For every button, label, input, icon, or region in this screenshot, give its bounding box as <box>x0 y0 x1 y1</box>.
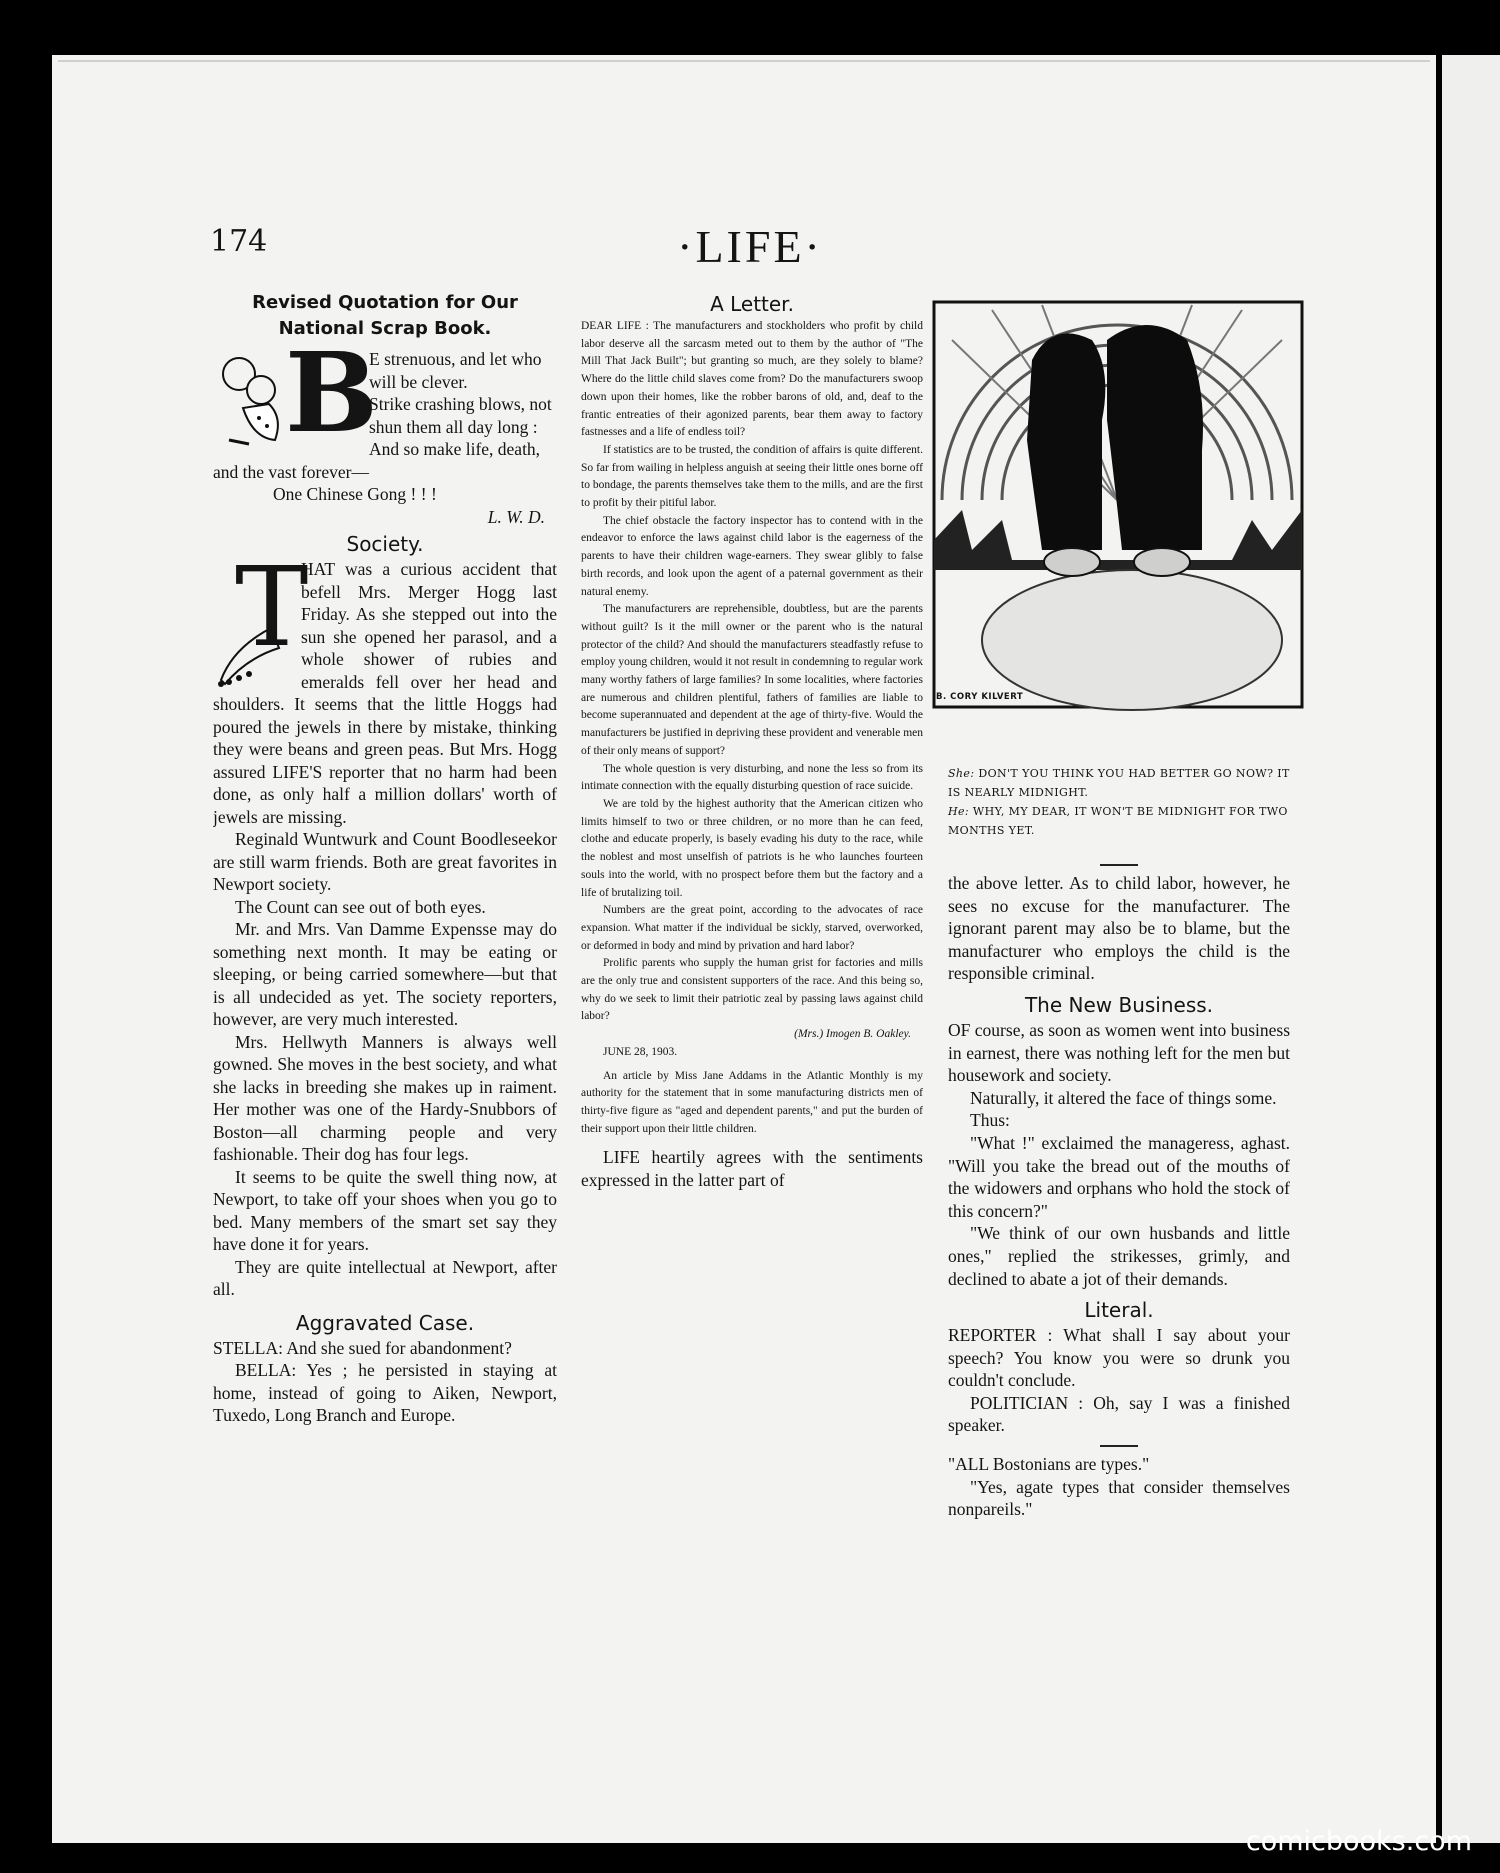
quotation-heading: Revised Quotation for Our National Scrap Book. <box>252 292 518 339</box>
letter-paragraph-8: Prolific parents who supply the human grist for factories and mills are the only true and consistent supporters of the race. And this being so, why do we seek to limit their patriotic zeal by passing laws against child labor? <box>581 957 923 1023</box>
business-paragraph-5: "We think of our own husbands and little ones," replied the strikesses, grimly, and declined to abate a jot of their demands. <box>948 1223 1290 1289</box>
literal-heading: Literal. <box>1084 1298 1154 1323</box>
caption-she-line <box>948 764 1290 802</box>
letter-continued-text: the above letter. As to child labor, however, he sees no excuse for the manufacturer. The ignorant parent may also be to blame, but the manufacturer who employs the child is the responsible criminal. <box>948 873 1290 984</box>
poem-line-4: One Chinese Gong ! ! ! <box>273 484 437 504</box>
society-paragraph-1: HAT was a curious accident that befell Mrs. Merger Hogg last Friday. As she stepped out into the sun she opened her parasol, and a whole shower of rubies and emeralds fell over her head and shoulders. It seems that the little Hoggs had poured the jewels in there by mistake, thinking they were beans and green peas. But Mrs. Hogg assured LIFE'S reporter that no harm had been done, as only half a million dollars' worth of jewels are missing. <box>213 559 557 827</box>
joke-line-2: "Yes, agate types that consider themselves nonpareils." <box>948 1476 1290 1520</box>
letter-paragraph-7: Numbers are the great point, according to the advocates of race expansion. What matter if the individual be sickly, starved, overworked, or deformed in body and mind by privation and hard labor? <box>581 904 923 952</box>
letter-paragraph-1: DEAR LIFE : The manufacturers and stockholders who profit by child labor deserve all the sarcasm meted out to them by the author of "The Mill That Jack Built"; but granting so much, are they solely to blame? Where do the little child slaves come from? Do the manufacturers swoop down upon their homes, like the robber barons of old, and, deaf to the frantic entreaties of their agonized parents, bear them away to factory fastnesses and a life of endless toil? <box>581 320 923 439</box>
ornamental-initial-b <box>213 328 378 457</box>
business-paragraph-2: Naturally, it altered the face of things some. <box>970 1087 1277 1108</box>
business-paragraph-3: Thus: <box>970 1110 1010 1131</box>
joke-line-1: "ALL Bostonians are types." <box>948 1454 1150 1475</box>
arctic-couple-drawing-icon <box>932 300 1304 725</box>
section-divider-2 <box>1100 1445 1138 1447</box>
literal-line-2: POLITICIAN : Oh, say I was a finished speaker. <box>948 1392 1290 1436</box>
letter-signature: (Mrs.) Imogen B. Oakley. <box>794 1028 911 1041</box>
society-paragraph-3: The Count can see out of both eyes. <box>235 896 486 917</box>
poem-initial: B <box>285 328 378 457</box>
aggravated-case-heading: Aggravated Case. <box>295 1310 475 1335</box>
section-divider <box>1100 864 1138 866</box>
society-paragraph-7: They are quite intellectual at Newport, after all. <box>213 1256 557 1299</box>
poem-line-3: And so make life, death, and the vast forever— <box>213 439 541 482</box>
masthead-title: ·LIFE· <box>677 221 823 272</box>
column-right <box>948 860 1290 1521</box>
society-paragraph-5: Mrs. Hellwyth Manners is always well gowned. She moves in the best society, and what she lacks in breeding she makes up in raiment. Her mother was one of the Hardy-Snubbors of Boston—all charming people and very fashionable. Their dog has four legs. <box>213 1031 557 1164</box>
society-initial: T <box>235 543 309 671</box>
caption-he-label: He: <box>948 805 970 818</box>
society-paragraph-4: Mr. and Mrs. Van Damme Expensse may do something next month. It may be eating or sleeping, or being carried somewhere—but that is all undecided as yet. The society reporters, however, are very much interested. <box>213 919 557 1029</box>
business-paragraph-1: OF course, as soon as women went into business in earnest, there was nothing left for the men but housework and society. <box>948 1019 1290 1086</box>
letter-paragraph-3: The chief obstacle the factory inspector has to contend with in the endeavor to enforce the laws against child labor is the eagerness of the parents to have their children wage-earners. They swear glibly to false birth records, and look upon the agent of a paternal government as their natural enemy. <box>581 514 923 598</box>
letter-closing: LIFE heartily agrees with the sentiments expressed in the latter part of <box>581 1147 923 1190</box>
poem-line-2: Strike crashing blows, not shun them all day long : <box>369 394 552 437</box>
illustrator-signature: B. CORY KILVERT <box>936 692 1024 702</box>
letter-paragraph-6: We are told by the highest authority that the American citizen who limits himself to two or three children, or no more than he can feed, clothe and educate properly, is basely evading his duty to the race, while the noblest and most unselfish of patriots is he who launches fourteen souls into the world, with no prospect before them but the factory and a life of brutalizing toil. <box>581 797 923 899</box>
cartoon-caption <box>948 764 1290 840</box>
column-left <box>213 290 557 1427</box>
aggravated-line-2: BELLA: Yes ; he persisted in staying at home, instead of going to Aiken, Newport, Tuxedo, Long Branch and Europe. <box>213 1360 557 1425</box>
letter-date: JUNE 28, 1903. <box>603 1045 678 1058</box>
literal-line-1: REPORTER : What shall I say about your speech? You know you were so drunk you couldn't conclude. <box>948 1325 1290 1391</box>
page-number: 174 <box>210 224 268 259</box>
letter-note: An article by Miss Jane Addams in the Atlantic Monthly is my authority for the statement that in some manufacturing districts men of thirty-five figure as "aged and dependent parents," and put the burden of their support upon their little children. <box>581 1069 923 1135</box>
letter-paragraph-2: If statistics are to be trusted, the condition of affairs is quite different. So far from wailing in helpless anguish at seeing their little ones borne off to bondage, the parents themselves take them to the mills, and are the first to profit by their pitiful labor. <box>581 443 923 510</box>
poem-line-1: E strenuous, and let who will be clever. <box>369 349 542 392</box>
caption-he-line <box>948 802 1290 840</box>
poem <box>213 328 557 528</box>
column-middle <box>581 290 923 1192</box>
caption-she-label: She: <box>948 767 975 780</box>
facing-page-edge <box>1442 55 1500 1843</box>
poem-signature: L. W. D. <box>487 506 545 527</box>
letter-heading: A Letter. <box>710 292 794 316</box>
society-paragraph-2: Reginald Wuntwurk and Count Boodleseekor are still warm friends. Both are great favorites in Newport society. <box>213 829 557 894</box>
caption-she-text: DON'T YOU THINK YOU HAD BETTER GO NOW? IT IS NEARLY MIDNIGHT. <box>948 767 1290 799</box>
page-top-edge <box>58 60 1430 62</box>
caption-he-text: WHY, MY DEAR, IT WON'T BE MIDNIGHT FOR TWO MONTHS YET. <box>948 805 1288 837</box>
society-heading: Society. <box>346 532 424 556</box>
cartoon-illustration <box>932 300 1304 725</box>
aggravated-line-1: STELLA: And she sued for abandonment? <box>213 1337 512 1358</box>
ornamental-initial-t <box>213 543 309 688</box>
watermark: comicbooks.com <box>1245 1826 1472 1857</box>
letter-paragraph-4: The manufacturers are reprehensible, doubtless, but are the parents without guilt? Is it the mill owner or the parent who is the natural protector of the child? And should the manufacturers steadfastly refuse to employ young children, would it not result in condemning to regular work many worthy fathers of large families? In some localities, where factories are numerous and children plentiful, fathers of families are liable to become superannuated and dependent at the age of thirty-five. Would the manufacturers be justified in depriving these provident and venerable men of their only means of support? <box>581 603 923 757</box>
new-business-heading: The New Business. <box>1024 992 1214 1017</box>
society-article <box>213 543 557 1301</box>
business-paragraph-4: "What !" exclaimed the manageress, aghast. "Will you take the bread out of the mouths of the widowers and orphans who hold the stock of this concern?" <box>948 1132 1290 1221</box>
society-paragraph-6: It seems to be quite the swell thing now, at Newport, to take off your shoes when you go to bed. Many members of the smart set say they have done it for years. <box>213 1166 557 1254</box>
letter-paragraph-5: The whole question is very disturbing, and none the less so from its intimate connection with the equally disturbing question of race suicide. <box>581 762 923 793</box>
